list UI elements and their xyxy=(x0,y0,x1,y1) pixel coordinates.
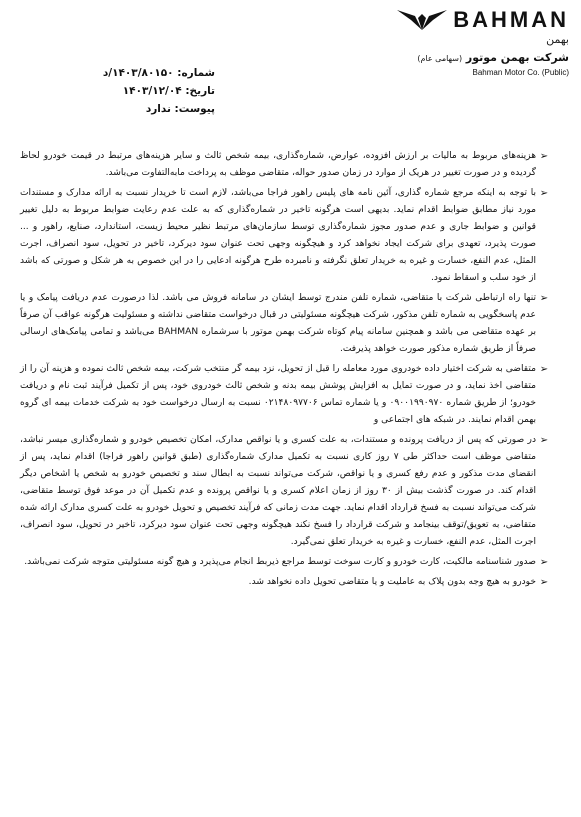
term-text: هزینه‌های مربوط به مالیات بر ارزش افزوده، عوارض، شماره‌گذاری، بیمه شخص ثالث و سایر هزینه‌های مرتبط در قیمت خودرو لحاظ گردیده و در صورت تغییر در هریک از موارد در زمان صدور حواله، متقاضی موظف به پرداخت مابه‌التفاوت می‌باشد. xyxy=(20,151,536,178)
logo-persian-wordmark: بهمن xyxy=(546,33,569,46)
letter-number: شماره: ۱۴۰۳/۸۰۱۵۰/د xyxy=(102,67,215,79)
term-text: صدور شناسنامه مالکیت، کارت خودرو و کارت سوخت توسط مراجع ذیربط انجام می‌پذیرد و هیچ گونه مسئولیتی متوجه شرکت نمی‌باشد. xyxy=(24,557,536,567)
term-text: در صورتی که پس از دریافت پرونده و مستندات، به علت کسری و یا نواقص مدارک، امکان تخصیص خودرو و شماره‌گذاری میسر نباشد، متقاضی موظف است حداکثر طی ۷ روز کاری نسبت به تکمیل مدارک شماره‌گذاری (طبق قوانین راهور فراجا) اقدام نماید، پس از انقضای مدت مذکور و عدم رفع کسری و یا نواقص، شرکت می‌تواند نسبت به ابطال سند و تخصیص خودرو به شخص یا اشخاص دیگر اقدام کند. در صورت گذشت بیش از ۳۰ روز از زمان اعلام کسری و یا نواقص پرونده و عدم تکمیل آن در موعد فوق توسط متقاضی، شرکت می‌تواند نسبت به فسخ قرارداد اقدام نماید. جهت مدت زمانی که فرآیند تخصیص و تحویل خودرو به علت کسری مدارک ارائه شده متقاضی، به تعویق/توقف بینجامد و شرکت قرارداد را فسخ نکند هیچگونه وجهی تحت عنوان سود دیرکرد، تاخیر در تحویل، سود انصراف، اجرت المثل، عدم النفع، خسارت و غیره به خریدار تعلق نمی‌گیرد. xyxy=(20,435,536,547)
list-item xyxy=(20,432,549,551)
term-text: با توجه به اینکه مرجع شماره گذاری، آئین نامه های پلیس راهور فراجا می‌باشد، لازم است تا خریدار نسبت به ارائه مدارک و مستندات مورد نیاز مطابق ضوابط اقدام نماید. بدیهی است هرگونه تاخیر در شماره‌گذاری که به علت عدم رعایت ضوابط مربوط به دلیل تغییر قوانین و ضوابط جاری و عدم صدور مجوز شماره‌گذاری توسط سازمان‌های مرتبط نظیر محیط زیست، استاندارد، صنایع، راهور و ... صورت پذیرد، تعهدی برای شرکت ایجاد نخواهد کرد و هیچگونه وجهی تحت عنوان سود دیرکرد، تاخیر در تحویل، سود انصراف، اجرت المثل، عدم النفع، خسارت و غیره به خریدار تعلق نگرفته و نامبرده طرح هرگونه ادعایی را در این خصوص به هر شکل و صورتی که باشد از خود سلب و اسقاط نمود. xyxy=(20,188,536,283)
arrow-bullet-icon: ➢ xyxy=(539,293,549,304)
term-text: متقاضی به شرکت اختیار داده خودروی مورد معامله را قبل از تحویل، نزد بیمه گر منتخب شرکت، بیمه شخص ثالث نموده و هزینه آن را از متقاضی اخذ نماید، و در صورت تمایل به افزایش پوشش بیمه بدنه و شخص ثالث خودروی خود، پس از تکمیل فرآیند ثبت نام و دریافت خودرو؛ از طریق شماره ۰۹۰۰۱۹۹۰۹۷۰ و یا شماره تماس ۰۲۱۴۸۰۹۷۷۰۶ نسبت به ارسال درخواست خود به شرکت خدمات بیمه ای گروه بهمن اقدام نمایند. در شبکه های اجتماعی و xyxy=(20,364,536,425)
letter-attachment: پیوست: ندارد xyxy=(145,103,215,115)
terms-list xyxy=(20,148,549,594)
company-name-fa: شرکت بهمن موتور xyxy=(465,51,569,64)
company-name-en: Bahman Motor Co. (Public) xyxy=(472,68,569,77)
arrow-bullet-icon: ➢ xyxy=(539,151,549,162)
list-item xyxy=(20,290,549,358)
letter-date: تاریخ: ۱۴۰۳/۱۲/۰۴ xyxy=(122,85,215,97)
arrow-bullet-icon: ➢ xyxy=(539,188,549,199)
logo-wordmark: BAHMAN xyxy=(453,7,569,32)
arrow-bullet-icon: ➢ xyxy=(539,435,549,446)
bahman-bird-logo-icon xyxy=(395,8,449,32)
list-item xyxy=(20,554,549,571)
arrow-bullet-icon: ➢ xyxy=(539,557,549,568)
term-text: تنها راه ارتباطی شرکت با متقاضی، شماره تلفن مندرج توسط ایشان در سامانه فروش می باشد. لذا درصورت عدم دریافت پیامک و یا عدم پاسخگویی به شماره تلفن مذکور، شرکت هیچگونه مسئولیتی در قبال درخواست متقاضی نداشته و مسئولیت هرگونه عواقب آن صرفاً بر عهده متقاضی می باشد و همچنین سامانه پیام کوتاه شرکت بهمن موتور با سرشماره BAHMAN می‌باشد و تمامی پیامک‌های ارسالی صرفاً از طریق شماره مذکور صورت خواهد پذیرفت. xyxy=(20,293,536,354)
list-item xyxy=(20,185,549,287)
list-item xyxy=(20,574,549,591)
arrow-bullet-icon: ➢ xyxy=(539,364,549,375)
company-type: (سهامی عام) xyxy=(417,54,463,63)
arrow-bullet-icon: ➢ xyxy=(539,577,549,588)
letter-meta xyxy=(75,64,215,118)
term-text: خودرو به هیچ وجه بدون پلاک به عاملیت و یا متقاضی تحویل داده نخواهد شد. xyxy=(248,577,536,587)
company-logo-block xyxy=(399,8,569,77)
list-item xyxy=(20,361,549,429)
list-item xyxy=(20,148,549,182)
company-name xyxy=(399,51,569,66)
